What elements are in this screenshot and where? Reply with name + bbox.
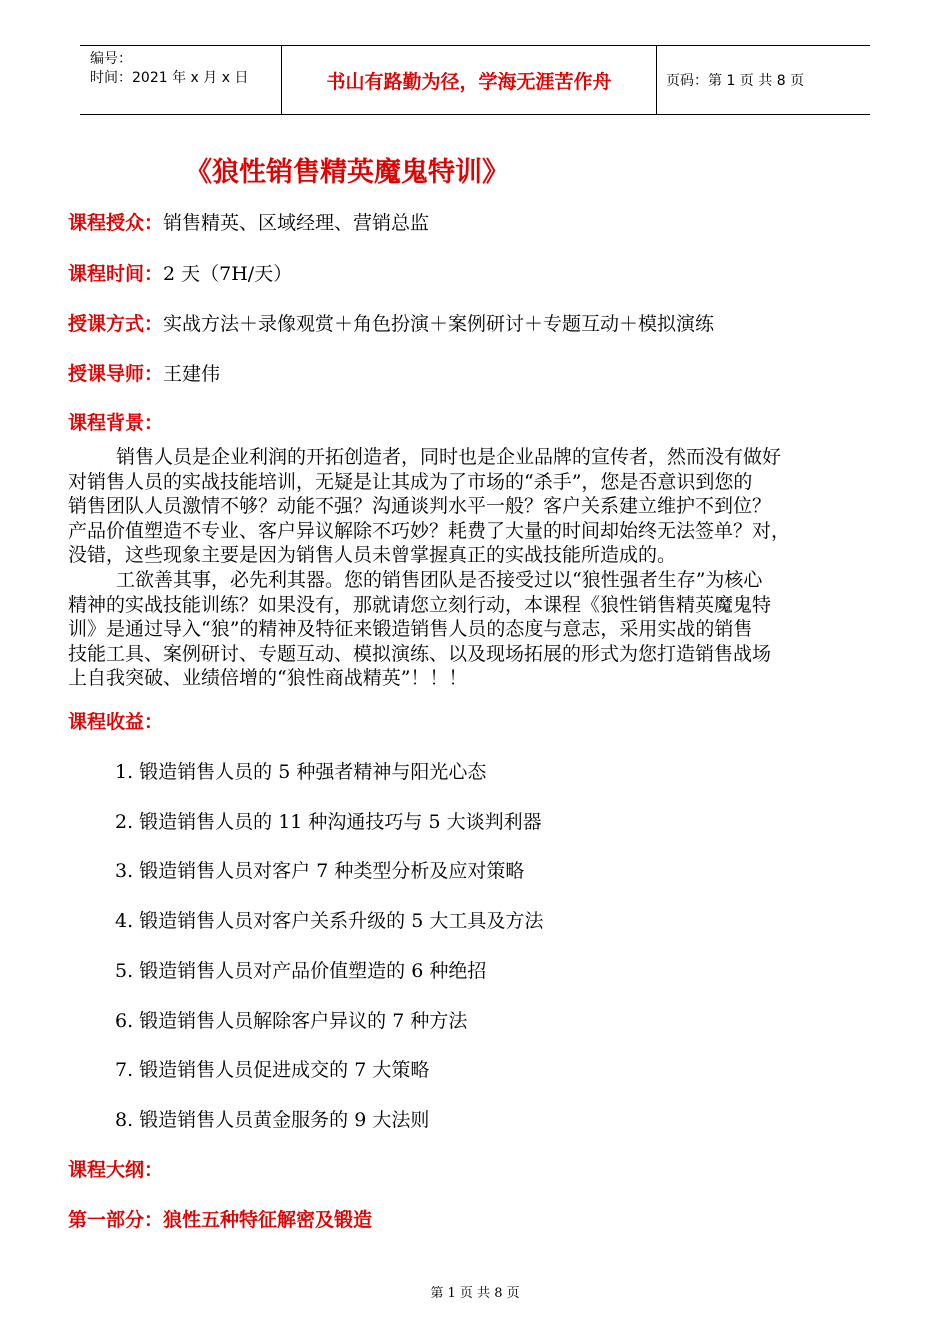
paragraph-line: 训》是通过导入“狼”的精神及特征来锻造销售人员的态度与意志，采用实战的销售 bbox=[68, 618, 753, 641]
benefit-item: 2. 锻造销售人员的 11 种沟通技巧与 5 大谈判利器 bbox=[115, 811, 542, 833]
info-label: 授课导师： bbox=[68, 363, 164, 385]
paragraph-line: 精神的实战技能训练？如果没有，那就请您立刻行动，本课程《狼性销售精英魔鬼特 bbox=[68, 593, 772, 616]
benefit-item: 5. 锻造销售人员对产品价值塑造的 6 种绝招 bbox=[115, 960, 487, 982]
page-header bbox=[80, 45, 870, 115]
page-footer: 第 1 页 共 8 页 bbox=[430, 1286, 520, 1301]
header-page-info: 页码：第 1 页 共 8 页 bbox=[666, 73, 805, 89]
document-title: 《狼性销售精英魔鬼特训》 bbox=[185, 157, 509, 188]
document-time-label: 时间：2021 年 x 月 x 日 bbox=[90, 70, 249, 86]
info-value: 实战方法＋录像观赏＋角色扮演＋案例研讨＋专题互动＋模拟演练 bbox=[163, 313, 715, 335]
header-motto: 书山有路勤为径，学海无涯苦作舟 bbox=[326, 70, 612, 93]
info-row-audience bbox=[68, 208, 429, 235]
info-row-duration bbox=[68, 259, 292, 286]
benefit-item: 4. 锻造销售人员对客户关系升级的 5 大工具及方法 bbox=[115, 910, 544, 932]
paragraph-line: 销售人员是企业利润的开拓创造者，同时也是企业品牌的宣传者，然而没有做好 bbox=[116, 446, 782, 468]
benefit-item: 8. 锻造销售人员黄金服务的 9 大法则 bbox=[115, 1109, 430, 1131]
paragraph-line: 销售团队人员激情不够？动能不强？沟通谈判水平一般？客户关系建立维护不到位？ bbox=[68, 495, 772, 518]
section-heading-benefits: 课程收益： bbox=[68, 711, 164, 733]
paragraph-line: 工欲善其事，必先利其器。您的销售团队是否接受过以“狼性强者生存”为核心 bbox=[116, 569, 763, 591]
benefit-item: 1. 锻造销售人员的 5 种强者精神与阳光心态 bbox=[115, 761, 487, 783]
paragraph-line: 没错，这些现象主要是因为销售人员未曾掌握真正的实战技能所造成的。 bbox=[68, 544, 677, 567]
info-label: 课程授众： bbox=[68, 212, 164, 234]
paragraph-line: 对销售人员的实战技能培训，无疑是让其成为了市场的“杀手”，您是否意识到您的 bbox=[68, 470, 753, 493]
paragraph-line: 技能工具、案例研讨、专题互动、模拟演练、以及现场拓展的形式为您打造销售战场 bbox=[68, 642, 772, 665]
header-meta bbox=[90, 50, 248, 88]
info-label: 授课方式： bbox=[68, 313, 164, 335]
benefit-item: 3. 锻造销售人员对客户 7 种类型分析及应对策略 bbox=[115, 860, 525, 882]
document-number-label: 编号： bbox=[90, 51, 132, 67]
paragraph-line: 上自我突破、业绩倍增的“狼性商战精英”！！！ bbox=[68, 667, 468, 690]
paragraph-line: 产品价值塑造不专业、客户异议解除不巧妙？耗费了大量的时间却始终无法签单？对， bbox=[68, 519, 791, 542]
info-value: 2 天（7H/天） bbox=[163, 263, 293, 285]
header-divider bbox=[656, 46, 657, 114]
info-row-instructor bbox=[68, 359, 220, 386]
benefit-item: 6. 锻造销售人员解除客户异议的 7 种方法 bbox=[115, 1010, 468, 1032]
info-value: 王建伟 bbox=[163, 363, 221, 385]
section-heading-outline: 课程大纲： bbox=[68, 1159, 164, 1181]
info-label: 课程时间： bbox=[68, 263, 164, 285]
outline-part-1-heading: 第一部分：狼性五种特征解密及锻造 bbox=[68, 1209, 373, 1231]
info-value: 销售精英、区域经理、营销总监 bbox=[163, 212, 430, 234]
section-heading-background: 课程背景： bbox=[68, 412, 164, 434]
background-paragraph-1 bbox=[68, 445, 883, 568]
background-paragraph-2 bbox=[68, 568, 883, 691]
benefit-item: 7. 锻造销售人员促进成交的 7 大策略 bbox=[115, 1059, 430, 1081]
info-row-method bbox=[68, 309, 714, 336]
